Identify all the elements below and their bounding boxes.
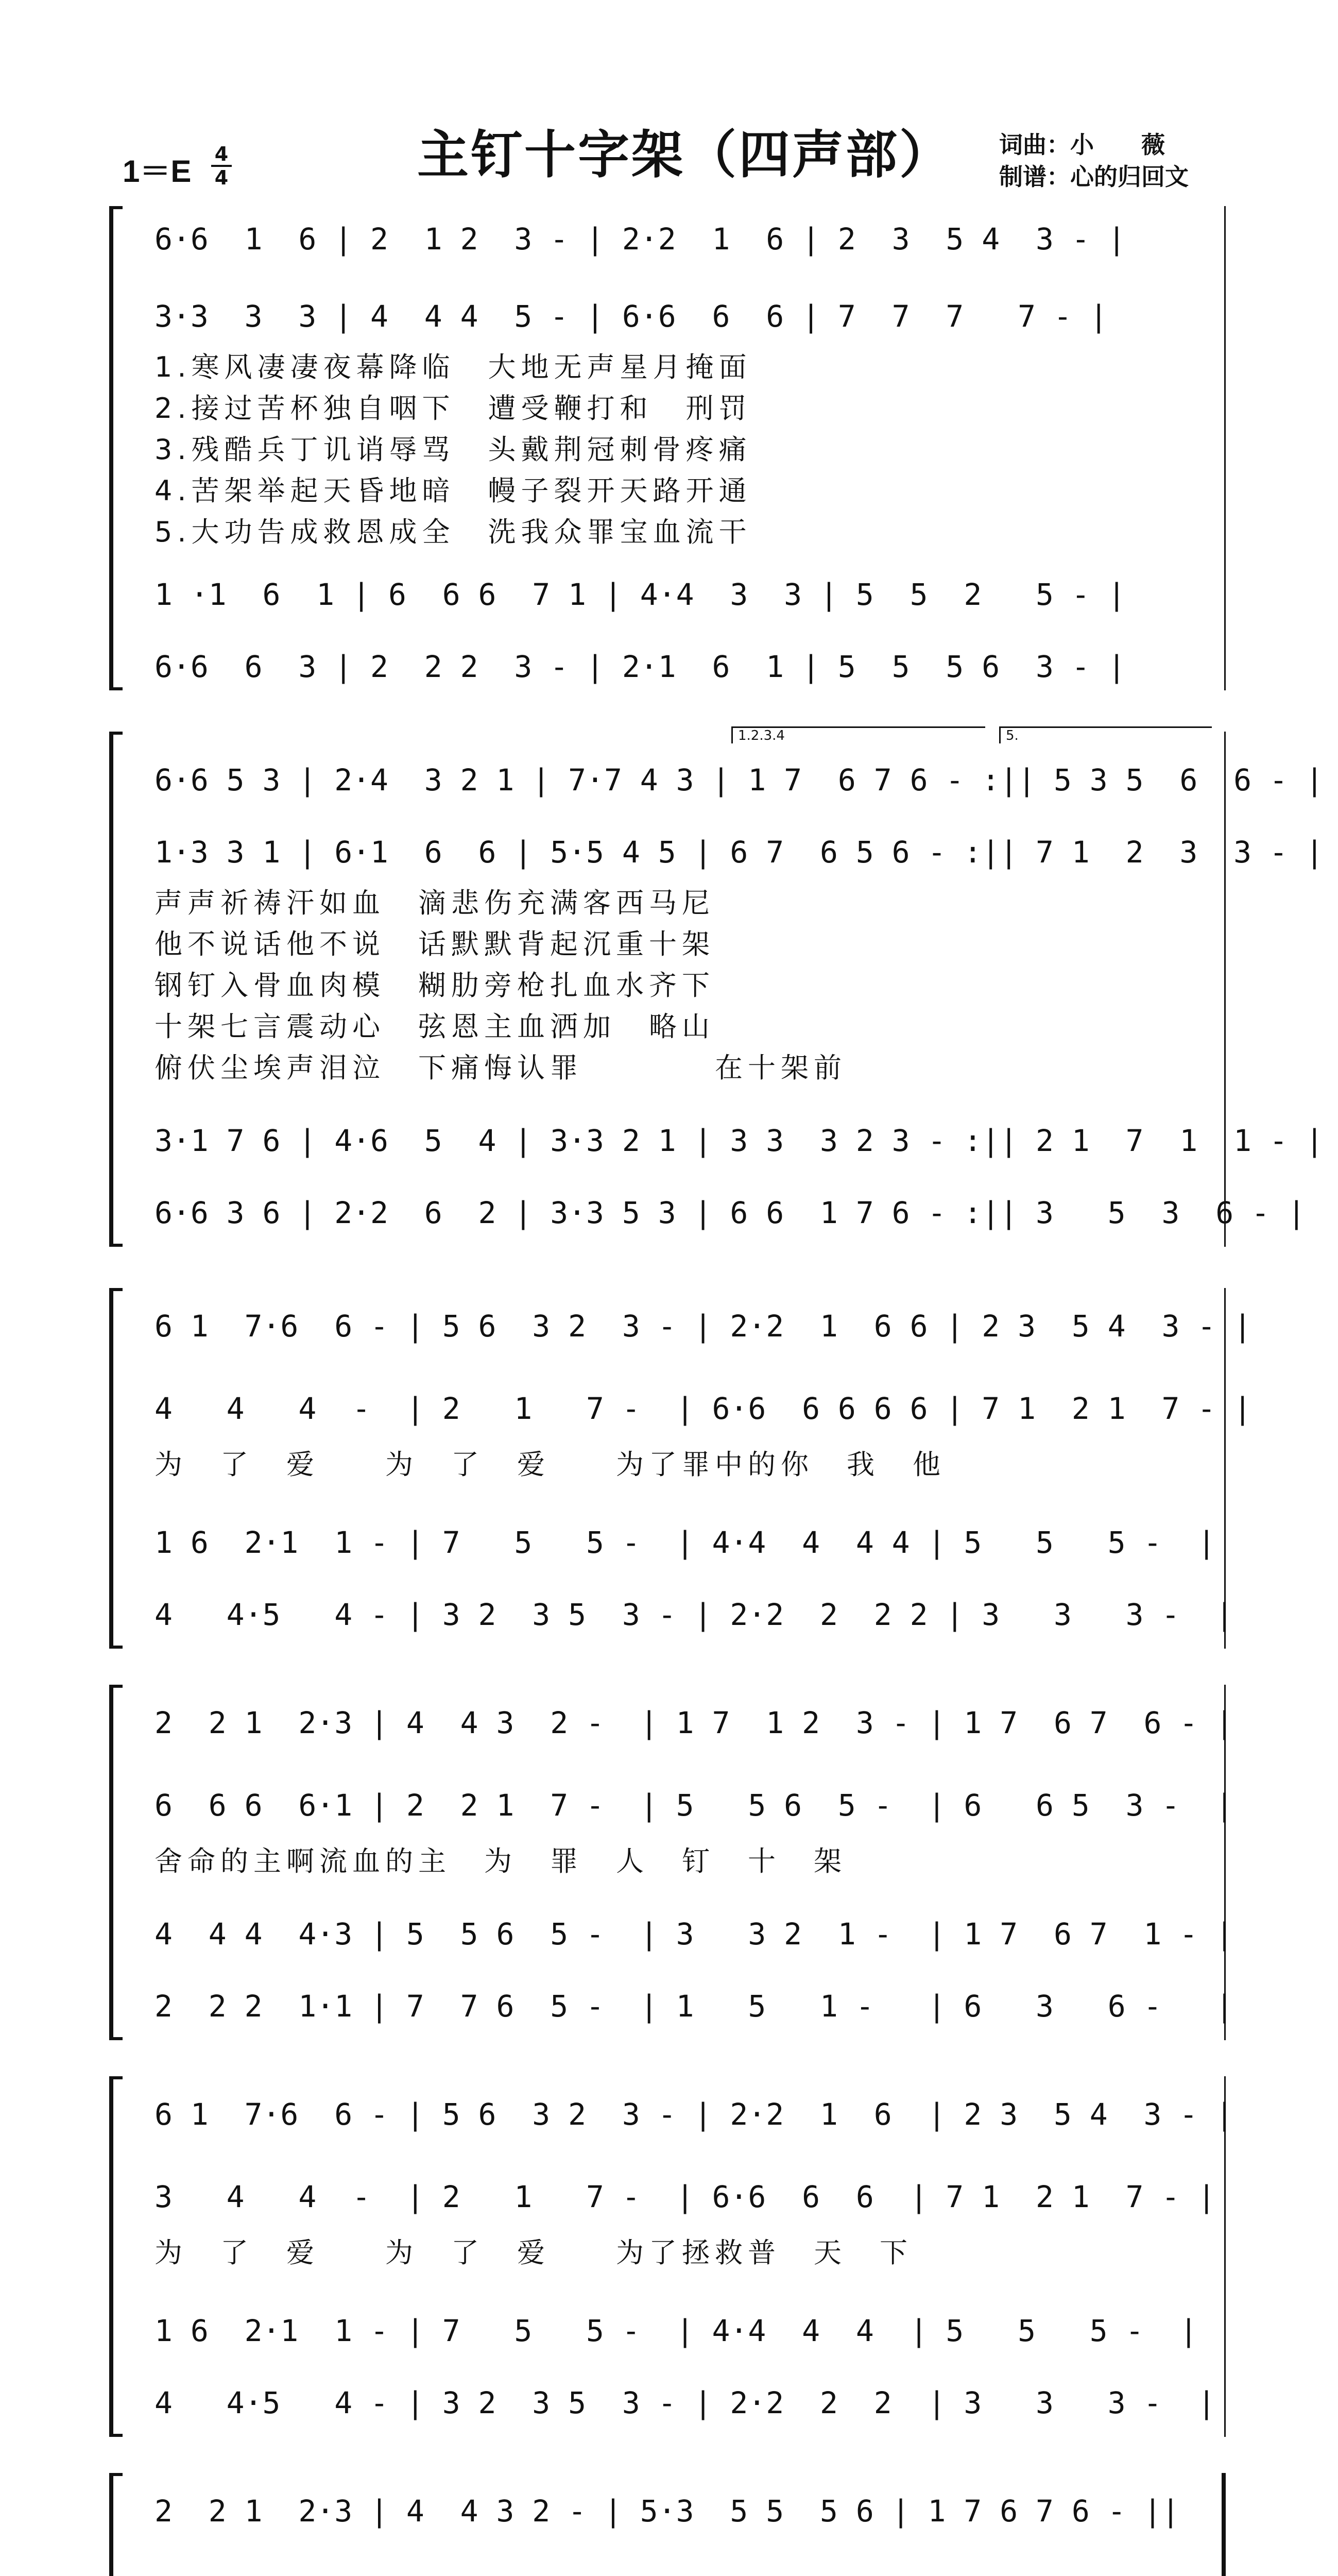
score-system-3 bbox=[124, 1288, 1252, 1649]
soprano-line: 6 1 7·6 6 - | 5 6 3 2 3 - | 2·2 1 6 6 | 2 3 5 4 3 - | bbox=[155, 1309, 1252, 1344]
tenor-line: 3·1 7 6 | 4·6 5 4 | 3·3 2 1 | 3 3 3 2 3 - :|| 2 1 7 1 1 - | bbox=[155, 1123, 1324, 1158]
volta-2: 5. bbox=[999, 726, 1212, 743]
lyric-line: 为 了 爱 为 了 爱 为了罪中的你 我 他 bbox=[155, 1448, 946, 1481]
lyric-line: 1.寒风凄凄夜幕降临 大地无声星月掩面 bbox=[155, 351, 752, 383]
arranger: 制谱：心的归回文 bbox=[999, 163, 1189, 191]
lyric-line: 舍命的主啊流血的主 为 罪 人 钉 十 架 bbox=[155, 1845, 847, 1877]
bass-line: 4 4·5 4 - | 3 2 3 5 3 - | 2·2 2 2 | 3 3 3 - | bbox=[155, 2385, 1216, 2420]
alto-line: 3·3 3 3 | 4 4 4 5 - | 6·6 6 6 | 7 7 7 7 - | bbox=[155, 299, 1108, 334]
soprano-line: 6·6 1 6 | 2 1 2 3 - | 2·2 1 6 | 2 3 5 4 3 - | bbox=[155, 222, 1126, 257]
alto-line: 1·3 3 1 | 6·1 6 6 | 5·5 4 5 | 6 7 6 5 6 - :|| 7 1 2 3 3 - | bbox=[155, 835, 1324, 870]
page-title: 主钉十字架（四声部） bbox=[417, 125, 953, 185]
lyric-line: 3.残酷兵丁讥诮辱骂 头戴荆冠刺骨疼痛 bbox=[155, 433, 752, 466]
meter-bottom: 4 bbox=[214, 166, 229, 189]
time-signature bbox=[211, 144, 232, 188]
score-system-1 bbox=[124, 206, 1226, 690]
soprano-line: 6 1 7·6 6 - | 5 6 3 2 3 - | 2·2 1 6 | 2 3 5 4 3 - | bbox=[155, 2097, 1234, 2132]
tenor-line: 1 6 2·1 1 - | 7 5 5 - | 4·4 4 4 4 | 5 5 5 - | bbox=[155, 1525, 1216, 1560]
alto-line: 3 4 4 - | 2 1 7 - | 6·6 6 6 | 7 1 2 1 7 - | bbox=[155, 2179, 1216, 2214]
soprano-line: 2 2 1 2·3 | 4 4 3 2 - | 5·3 5 5 5 6 | 1 7 6 7 6 - || bbox=[155, 2494, 1180, 2529]
meter-top: 4 bbox=[214, 143, 229, 165]
lyric-line: 他不说话他不说 话默默背起沉重十架 bbox=[155, 928, 715, 960]
lyric-line: 声声祈祷汗如血 滴悲伤充满客西马尼 bbox=[155, 887, 715, 919]
lyric-line: 为 了 爱 为 了 爱 为了拯救普 天 下 bbox=[155, 2236, 913, 2269]
score-system-5 bbox=[124, 2076, 1234, 2437]
soprano-line: 6·6 5 3 | 2·4 3 2 1 | 7·7 4 3 | 1 7 6 7 6 - :|| 5 3 5 6 6 - | bbox=[155, 762, 1324, 798]
tenor-line: 1 ·1 6 1 | 6 6 6 7 1 | 4·4 3 3 | 5 5 2 5 - | bbox=[155, 577, 1126, 612]
lyric-line: 5.大功告成救恩成全 洗我众罪宝血流干 bbox=[155, 516, 752, 548]
lyric-line: 俯伏尘埃声泪泣 下痛悔认罪 在十架前 bbox=[155, 1052, 847, 1084]
bass-line: 6·6 3 6 | 2·2 6 2 | 3·3 5 3 | 6 6 1 7 6 - :|| 3 5 3 6 - | bbox=[155, 1195, 1306, 1230]
alto-line: 4 4 4 - | 2 1 7 - | 6·6 6 6 6 6 | 7 1 2 1 7 - | bbox=[155, 1391, 1252, 1426]
bass-line: 4 4·5 4 - | 3 2 3 5 3 - | 2·2 2 2 2 | 3 3 3 - | bbox=[155, 1597, 1234, 1632]
tenor-line: 1 6 2·1 1 - | 7 5 5 - | 4·4 4 4 | 5 5 5 - | bbox=[155, 2313, 1198, 2348]
tenor-line: 4 4 4 4·3 | 5 5 6 5 - | 3 3 2 1 - | 1 7 6 7 1 - | bbox=[155, 1917, 1234, 1952]
lyric-line: 钢钉入骨血肉模 糊肋旁枪扎血水齐下 bbox=[155, 969, 715, 1002]
bass-line: 6·6 6 3 | 2 2 2 3 - | 2·1 6 1 | 5 5 5 6 3 - | bbox=[155, 649, 1126, 684]
soprano-line: 2 2 1 2·3 | 4 4 3 2 - | 1 7 1 2 3 - | 1 7 6 7 6 - | bbox=[155, 1705, 1234, 1740]
score-system-6 bbox=[124, 2473, 1226, 2576]
credits bbox=[999, 129, 1189, 193]
score-system-4 bbox=[124, 1685, 1234, 2040]
score-system-2 bbox=[124, 728, 1324, 1247]
lyric-line: 4.苦架举起天昏地暗 幔子裂开天路开通 bbox=[155, 474, 752, 507]
lyric-line: 2.接过苦杯独自咽下 遭受鞭打和 刑罚 bbox=[155, 392, 752, 425]
lyricist: 词曲：小 薇 bbox=[999, 131, 1165, 159]
volta-1: 1.2.3.4 bbox=[731, 726, 985, 743]
key-signature: 1＝E bbox=[123, 154, 192, 189]
lyric-line: 十架七言震动心 弦恩主血洒加 略山 bbox=[155, 1010, 715, 1043]
bass-line: 2 2 2 1·1 | 7 7 6 5 - | 1 5 1 - | 6 3 6 - | bbox=[155, 1989, 1234, 2024]
alto-line: 6 6 6 6·1 | 2 2 1 7 - | 5 5 6 5 - | 6 6 5 3 - | bbox=[155, 1788, 1234, 1823]
